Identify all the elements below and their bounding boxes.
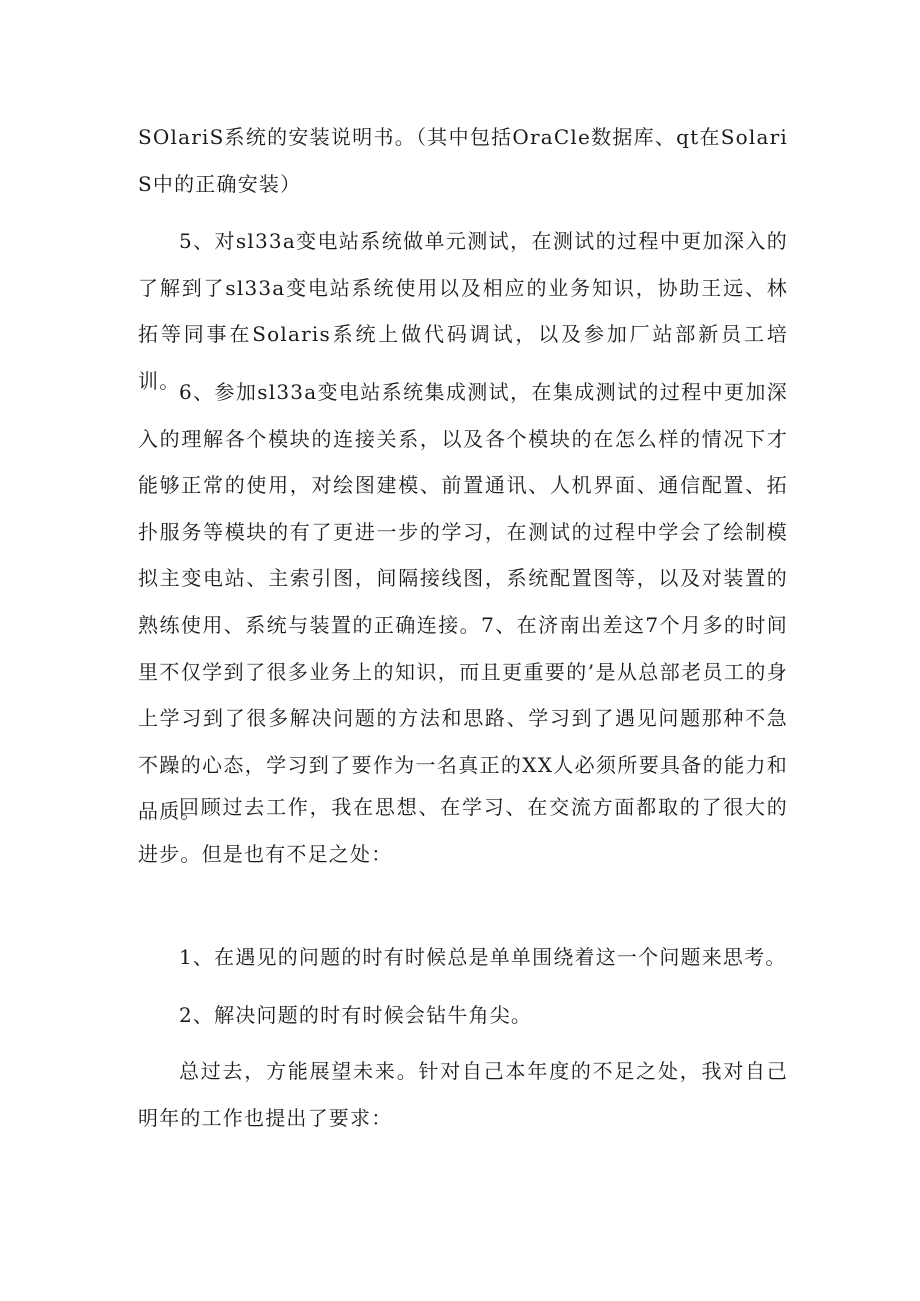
- paragraph-item-6-integration-test: 6、参加sl33a变电站系统集成测试，在集成测试的过程中更加深入的理解各个模块的连接关系，以及各个模块的在怎么样的情况下才能够正常的使用，对绘图建模、前置通讯、人机界面、通信配置、拓扑服务等模块的有了更进一步的学习，在测试的过程中学会了绘制模拟主变电站、主索引图，间隔接线图，系统配置图等，以及对装置的熟练使用、系统与装置的正确连接。7、在济南出差这7个月多的时间里不仅学到了很多业务上的知识，而且更重要的’是从总部老员工的身上学习到了很多解决问题的方法和思路、学习到了遇见问题那种不急不躁的心态，学习到了要作为一名真正的XX人必须所要具备的能力和品质。: [138, 380, 788, 824]
- paragraph-item-5-unit-test: 5、对sl33a变电站系统做单元测试，在测试的过程中更加深入的了解到了sl33a变电站系统使用以及相应的业务知识，协助王远、林拓等同事在Solaris系统上做代码调试，以及参加厂站部新员工培训。: [138, 229, 788, 393]
- paragraph-review: 回顾过去工作，我在思想、在学习、在交流方面都取的了很大的进步。但是也有不足之处：: [138, 795, 788, 866]
- paragraph-solaris-install: SOlariS系统的安装说明书。（其中包括OraCle数据库、qt在SolariS中的正确安装）: [138, 125, 788, 196]
- paragraph-outlook: 总过去，方能展望未来。针对自己本年度的不足之处，我对自己明年的工作也提出了要求：: [138, 1059, 788, 1130]
- paragraph-shortcoming-2: 2、解决问题的时有时候会钻牛角尖。: [179, 1003, 533, 1027]
- paragraph-shortcoming-1: 1、在遇见的问题的时有时候总是单单围绕着这一个问题来思考。: [179, 945, 787, 969]
